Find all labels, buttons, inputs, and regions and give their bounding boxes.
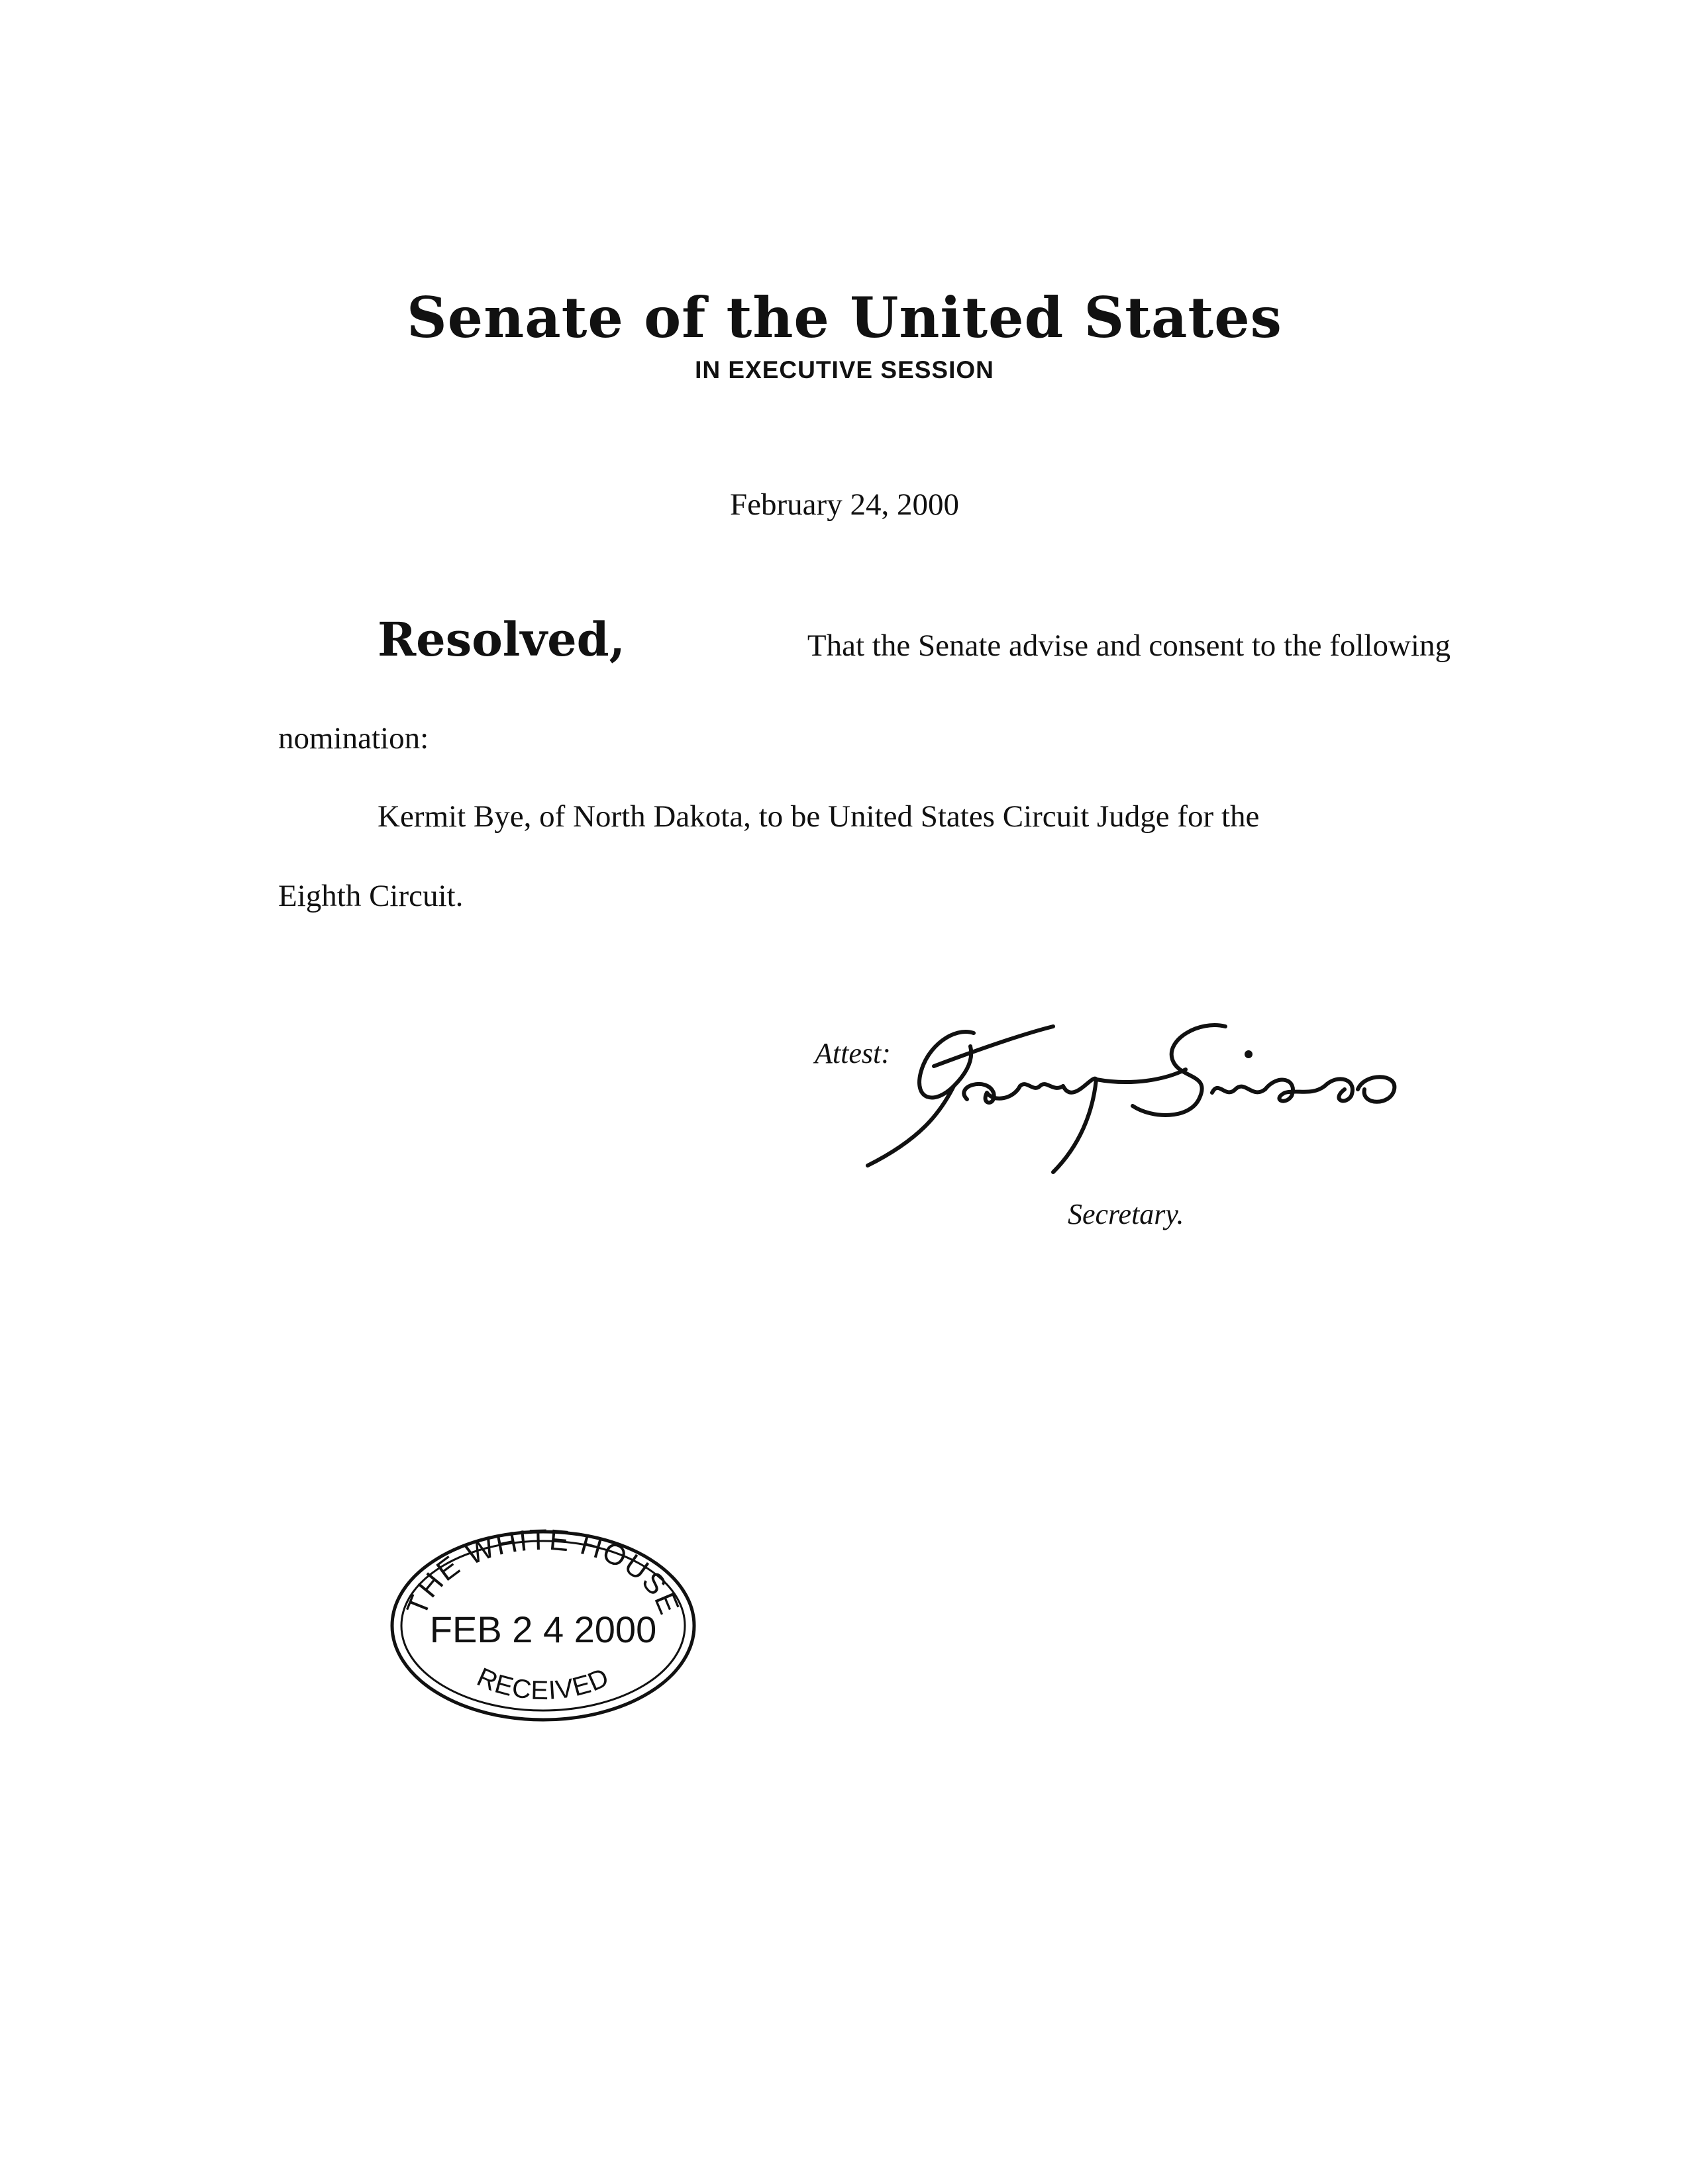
resolution-line-3 [378,801,1451,832]
stamp-bottom-text: RECEIVED [472,1662,614,1706]
resolution-line-2: nomination: [278,721,429,756]
resolution-line-1 [378,612,1451,667]
stamp-top-text: THE WHITE HOUSE [400,1523,686,1620]
senate-title: Senate of the United States [407,285,1282,350]
secretary-signature [854,1007,1437,1192]
session-subtitle: IN EXECUTIVE SESSION [695,356,994,383]
resolution-line-4: Eighth Circuit. [278,879,464,913]
attest-label: Attest: [815,1037,891,1069]
resolved-word: Resolved, [378,612,625,667]
white-house-received-stamp [378,1516,709,1728]
nomination-text: Kermit Bye, of North Dakota, to be United States Circuit Judge for the [378,799,1260,834]
svg-text:THE WHITE HOUSE [401,1524,686,1620]
resolution-date: February 24, 2000 [730,487,959,522]
resolution-line-1-text: That the Senate advise and consent to the following [807,628,1451,663]
stamp-date: FEB 2 4 2000 [429,1609,657,1650]
secretary-label: Secretary. [1068,1198,1184,1230]
svg-text:RECEIVED [473,1662,614,1705]
